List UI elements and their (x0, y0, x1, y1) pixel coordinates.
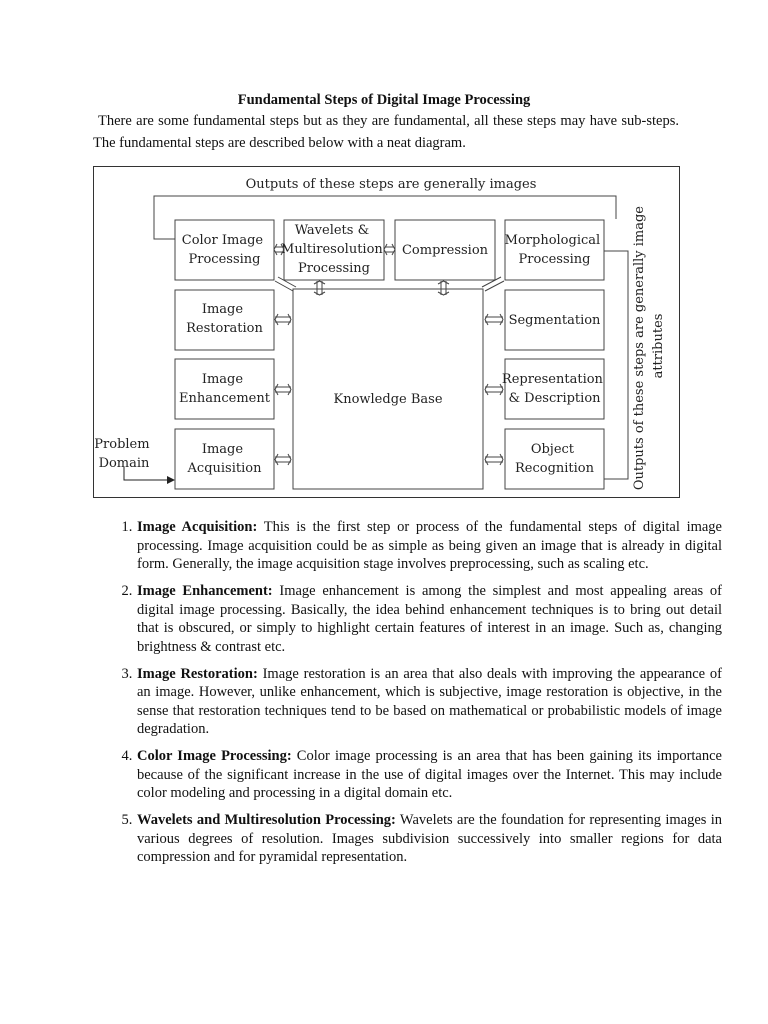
knowledge-base-box (293, 289, 483, 489)
intro-paragraph: There are some fundamental steps but as they are fundamental, all these steps may have sub-steps. The fundamental steps are described below with a neat diagram. (93, 113, 679, 151)
list-item (136, 582, 722, 656)
steps-list (93, 518, 722, 875)
step-term: Color Image Processing: (137, 748, 292, 764)
image-enhancement-label: Image Enhancement (179, 372, 270, 406)
right-feedback-line (604, 251, 628, 479)
representation-box (505, 359, 604, 419)
connector-arrows (274, 244, 504, 465)
diagram-svg (94, 167, 681, 499)
image-acquisition-label: Image Acquisition (187, 442, 262, 476)
step-text: This is the first step or process of the fundamental steps of digital image processing. Image acquisition could be as simple as being given an image that is already in digital form. Generally, the image acquisition stage involves preprocessing, such as scaling etc. (137, 519, 722, 572)
step-term: Image Restoration: (137, 665, 258, 682)
step-text: Color image processing is an area that has been gaining its importance because of the significant increase in the use of digital images over the Internet. This may include color modeling and processing in a digital domain etc. (137, 748, 722, 801)
color-image-processing-label: Color Image Processing (181, 233, 264, 267)
step-text: Image restoration is an area that also deals with improving the appearance of an image. However, unlike enhancement, which is subjective, image restoration is objective, in the sense that restoration techniques tend to be based on mathematical or probabilistic models of image degradation. (137, 665, 722, 737)
representation-label: Representation & Description (501, 372, 603, 406)
step-text: Image enhancement is among the simplest and most appealing areas of digital image processing. Basically, the idea behind enhancement techniques is to bring out detail that is obscured, or simply to highlight certain features of interest in an image. Such as, changing brightness & contrast etc. (137, 583, 722, 655)
list-item (136, 811, 722, 867)
wavelets-label: Wavelets & Multiresolution Processing (281, 223, 383, 276)
object-recognition-box (505, 429, 604, 489)
step-term: Image Enhancement: (137, 583, 273, 599)
segmentation-label: Segmentation (508, 313, 601, 328)
step-term: Image Acquisition: (137, 519, 258, 535)
problem-domain-label: Problem Domain (94, 437, 150, 471)
step-term: Wavelets and Multiresolution Processing: (137, 812, 396, 828)
side-output-label: Outputs of these steps are generally image attributes (632, 206, 666, 491)
top-output-label: Outputs of these steps are generally images (245, 177, 537, 192)
list-item (136, 747, 722, 803)
morphological-label: Morphological Processing (504, 233, 601, 267)
image-restoration-label: Image Restoration (186, 302, 263, 336)
compression-label: Compression (401, 243, 489, 258)
image-restoration-box (175, 290, 274, 350)
morphological-box (505, 220, 604, 280)
page-title: Fundamental Steps of Digital Image Processing (237, 92, 531, 108)
image-enhancement-box (175, 359, 274, 419)
list-item (136, 665, 722, 739)
color-image-processing-box (175, 220, 274, 280)
image-acquisition-box (175, 429, 274, 489)
diagram-figure (93, 166, 680, 498)
knowledge-base-label: Knowledge Base (333, 392, 443, 407)
list-item (136, 518, 722, 574)
object-recognition-label: Object Recognition (514, 442, 595, 476)
step-text: Wavelets are the foundation for representing images in various degrees of resolution. Images subdivision successively into smaller regions for data compression and for pyramidal representation. (137, 812, 722, 865)
